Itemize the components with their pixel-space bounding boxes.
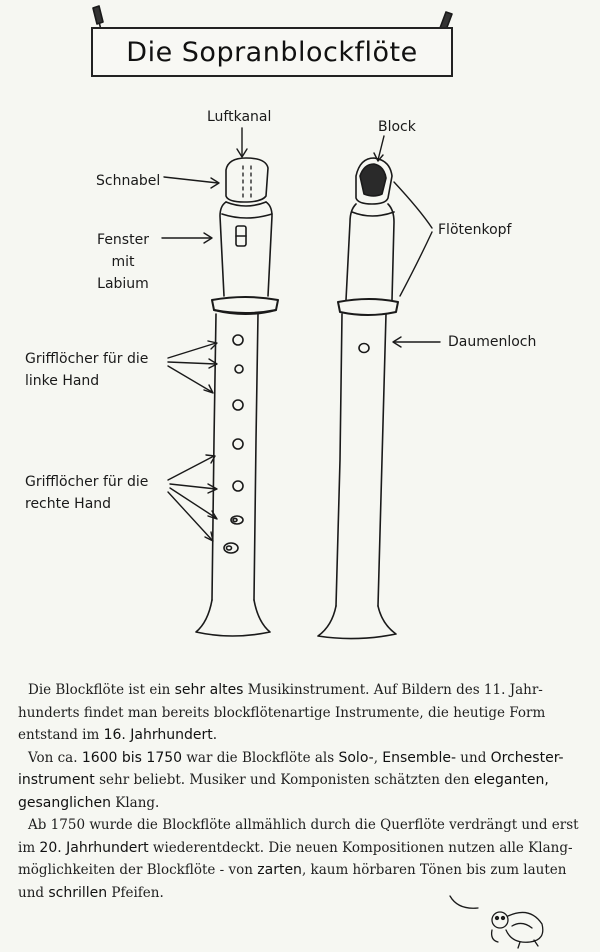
paragraph-2: Von ca. 1600 bis 1750 war die Blockflöte als Solo-, Ensemble- und Orchester-instrument sehr beliebt. Musiker und Komponisten schätzten den eleganten, gesanglichen Klang. — [18, 749, 564, 811]
label-floetenkopf: Flötenkopf — [438, 222, 512, 238]
label-grifflocher-links: Grifflöcher für die linke Hand — [25, 351, 149, 389]
title-box — [91, 27, 453, 77]
page-title: Die Sopranblockflöte — [126, 36, 418, 68]
label-block: Block — [378, 119, 416, 135]
label-arrows — [162, 128, 440, 541]
label-schnabel: Schnabel — [96, 173, 161, 189]
label-grifflocher-rechts: Grifflöcher für die rechte Hand — [25, 474, 149, 512]
label-daumenloch: Daumenloch — [448, 334, 537, 350]
paragraph-3: Ab 1750 wurde die Blockflöte allmählich durch die Querflöte verdrängt und erst im 20. Jahrhundert wiederentdeckt. Die neuen Kompositionen nutzen alle Klang-möglichkeiten der Blockflöte - von zarten, kaum hörbaren Tönen bis zum lauten und schrillen Pfeifen. — [18, 817, 579, 901]
paragraph-1: Die Blockflöte ist ein sehr altes Musikinstrument. Auf Bildern des 11. Jahr-hunderts findet man bereits blockflötenartige Instrumente, die heutige Form entstand im 16. Jahrhundert. — [18, 682, 546, 743]
finger-holes-left — [224, 335, 243, 553]
label-fenster: Fenster mit Labium — [97, 232, 149, 292]
description-text — [18, 679, 593, 904]
label-luftkanal: Luftkanal — [207, 109, 272, 125]
recorder-back-view — [318, 158, 398, 639]
recorder-front-view — [196, 158, 278, 636]
